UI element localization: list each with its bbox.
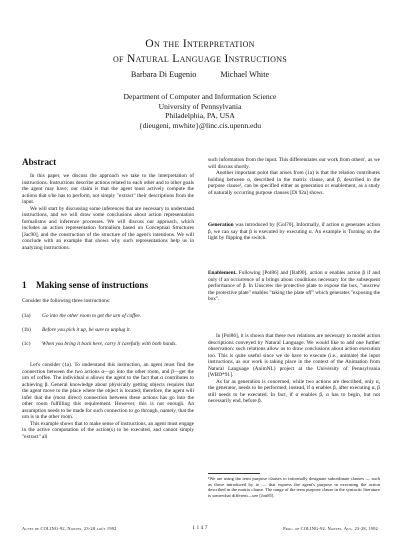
right-paragraph-1: such information from the input. This differentiates our work from others', as we will discuss shortly. [208,157,380,170]
section-paragraph-1: Let's consider (1a). To understand this instruction, an agent must find the connection between the two actions α—go into the other room, and β—get the urn of coffee. The individual α allows the agent to the fact that α contributes to achieving β. General knowledge about physically getting objects requires that the agent move to the place where the object is located; therefore, the agent will infer that the (most direct) connection between these actions has go into the other room fulfilling this requirement. However, this is not enough. An assumption needs to be made for such connection to go through, namely, that the urn is in the other room. [22,362,194,421]
author-2: Michael White [220,70,270,79]
example-1b [22,327,194,334]
affil-email: {dieugeni, mwhite}@linc.cis.upenn.edu [138,120,262,130]
abstract-paragraph-2: We will start by discussing some inferences that are necessary to understand instructions, and we will draw some conclusions about action representation formalisms and inference processes. We will discuss our approach, which includes an action representation formalism based on Conceptual Structures [Jac90], and the construction of the structure of the agent's intentions. We will conclude with an example that shows why such representations help us in analyzing instructions. [22,205,194,252]
right-column-top [208,157,380,196]
abstract-body [22,173,194,252]
section-number: 1 [22,280,27,290]
title-line-2: of Natural Language Instructions [112,52,288,65]
authors [0,70,400,80]
example-1c [22,341,194,348]
footnote-rule [208,473,260,474]
definition-generation [208,222,380,242]
section-title: Making sense of instructions [36,280,149,290]
example-label: (1c) [22,341,31,347]
right-paragraph-3: In [Pol86], it is shown that these two relations are necessary to model action descriptions conveyed by Natural Language. We would like to add one further observation: such relations allow us to draw conclusions about action execution too. This is quite useful since we do have to execute (i.e., animate) the input instructions, as our work is taking place in the context of the Animation from Natural Language (AnimNL) project at the University of Pennsylvania [WBD*91]. [208,333,380,379]
definition-text: Following [Pol86] and [Bal90], action α enables action β if and only if an occurrence of α brings about conditions necessary for the subsequent performance of β. In Unscrew the protective plate to expose the box, "unscrew the protective plate" enables "taking the plate off" which generates "exposing the box". [208,270,381,303]
affiliation [0,92,400,130]
right-paragraph-2: Another important point that arises from (1a) is that the relation contributes holding between α, described in the matrix clause, and β, described in the purpose clause¹, can be specified either as generation or enablement, as a study of naturally occurring purpose clauses [Di 92a] shows. [208,170,380,196]
definition-enablement [208,270,380,303]
example-text: Before you pick it up, be sure to unplug it. [42,327,131,333]
definition-term: Generation [208,222,234,228]
footer-left: Actes de COLING-92, Nantes, 23-28 août 1992 [22,526,117,531]
footnote: ¹We are using the term purpose clauses to informally designate subordinate clauses — such as those introduced by to — that express the agent's purpose in executing the action described in the matrix clause. The range of the term purpose clause in the syntactic literature is somewhat different—see [Jon85]. [208,476,380,498]
example-label: (1b) [22,327,31,333]
example-text: When you bring it back here, carry it carefully with both hands. [42,341,177,347]
section-heading [22,280,194,291]
definition-text: was introduced by [Gol70]. Informally, if action α generates action β, we can say that β is executed by executing α. An example is Turning on the light by flipping the switch. [208,222,380,242]
example-text: Go into the other room to get the urn of coffee. [42,313,142,319]
author-1: Barbara Di Eugenio [130,70,197,79]
affil-dept: Department of Computer and Information Science [123,92,277,101]
affil-univ: University of Pennsylvania [158,101,242,111]
right-column-bottom [208,333,380,405]
section-body [22,362,194,441]
abstract-paragraph-1: In this paper, we discuss the approach we take to the interpretation of instructions. Instructions describe actions related to each other and to other goals the agent may have; our claim is that the agent must actively compute the actions that s/he has to perform, not simply "extract" their descriptions from the input. [22,173,194,206]
section-intro: Consider the following three instructions: [22,298,111,304]
right-paragraph-4: As far as generation is concerned, while two actions are described, only α, the generator, needs to be performed; instead, if α enables β, after executing α, β still needs to be executed. In fact, if α enables β, α has to begin, but not necessarily end, before β. [208,378,380,405]
definition-term: Enablement. [208,270,237,276]
footer-right: Proc. of COLING-92, Nantes, Aug. 23-28, 1992 [283,526,378,531]
title-line-1: On the Interpretation [145,37,255,50]
example-label: (1a) [22,313,31,319]
example-1a [22,313,194,320]
page-number: 1 1 4 7 [192,526,208,531]
paper-title [0,36,400,66]
affil-city: Philadelphia, PA, USA [165,111,235,121]
abstract-heading: Abstract [22,157,57,167]
section-paragraph-2: This example shows that to make sense of instructions, an agent must engage in the active computation of the action(s) to be executed, and cannot simply "extract" all [22,420,194,441]
